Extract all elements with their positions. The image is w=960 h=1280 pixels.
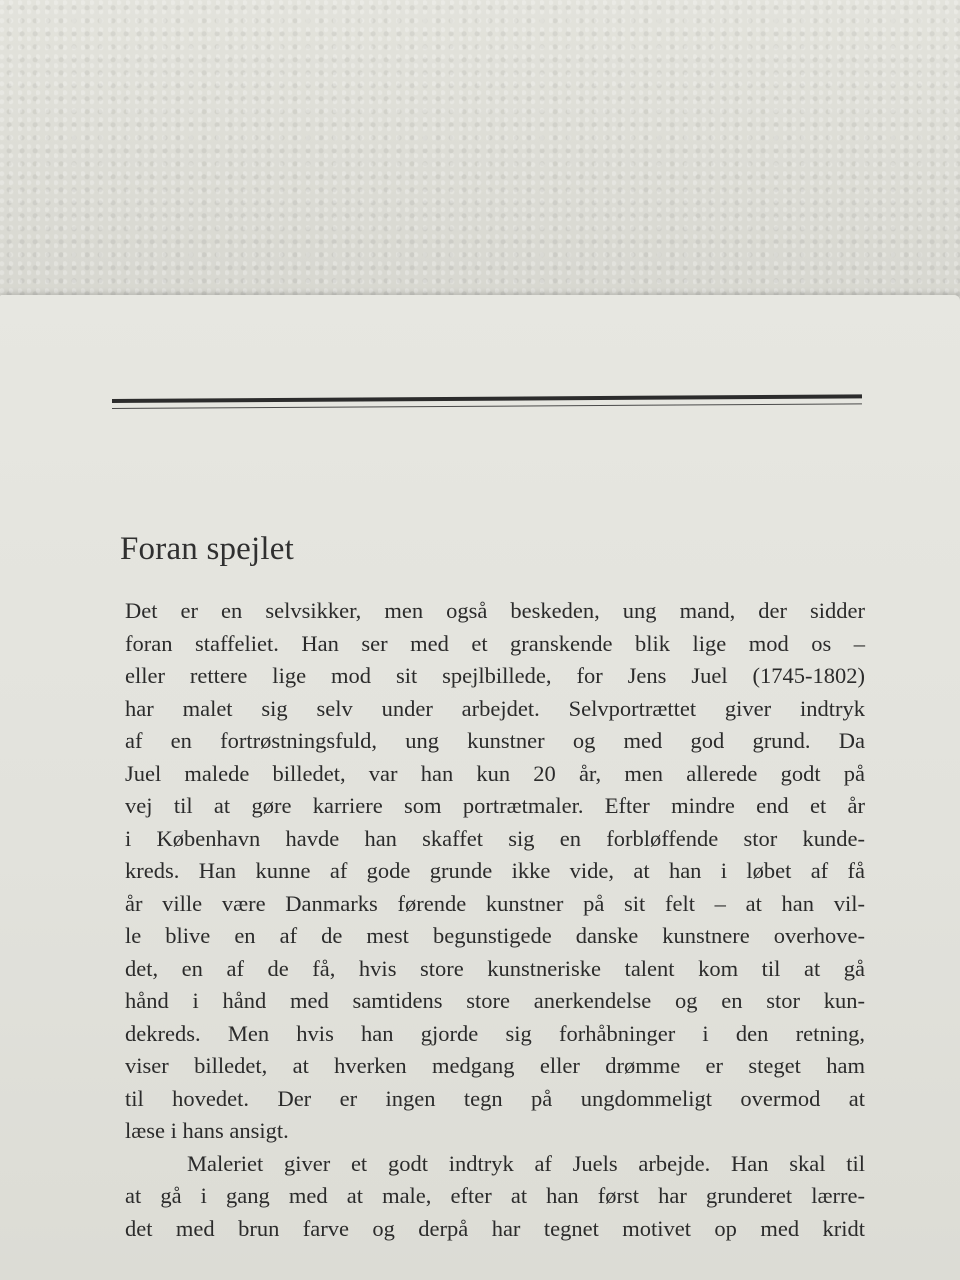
text-line: det, en af de få, hvis store kunstneriske talent kom til at gå (125, 955, 865, 981)
text-line: le blive en af de mest begunstigede danske kunstnere overhove- (125, 923, 865, 948)
text-line: til hovedet. Der er ingen tegn på ungdommeligt overmod at (125, 1085, 865, 1111)
book-page (0, 295, 960, 1280)
text-line: hånd i hånd med samtidens store anerkendelse og en stor kun- (125, 988, 865, 1013)
text-line: Juel malede billedet, var han kun 20 år, men allerede godt på (125, 760, 865, 786)
header-rule-thick (112, 394, 862, 403)
text-line: det med brun farve og derpå har tegnet motivet op med kridt (125, 1215, 865, 1241)
text-line: har malet sig selv under arbejdet. Selvportrættet giver indtryk (125, 695, 865, 721)
chapter-heading: Foran spejlet (120, 531, 294, 567)
text-line: år ville være Danmarks førende kunstner på sit felt – at han vil- (125, 890, 865, 916)
body-text (125, 595, 865, 1245)
text-line: at gå i gang med at male, efter at han først har grunderet lærre- (125, 1183, 865, 1208)
text-line: i København havde han skaffet sig en forbløffende stor kunde- (125, 825, 865, 851)
text-line: kreds. Han kunne af gode grunde ikke vide, at han i løbet af få (125, 858, 865, 883)
text-line: eller rettere lige mod sit spejlbillede, for Jens Juel (1745-1802) (125, 663, 865, 688)
text-line: foran staffeliet. Han ser med et granskende blik lige mod os – (125, 630, 865, 656)
wall-background (0, 0, 960, 300)
text-line: dekreds. Men hvis han gjorde sig forhåbninger i den retning, (125, 1020, 865, 1046)
text-line: vej til at gøre karriere som portrætmaler. Efter mindre end et år (125, 793, 865, 818)
text-line: Det er en selvsikker, men også beskeden, ung mand, der sidder (125, 598, 865, 623)
text-line: Maleriet giver et godt indtryk af Juels arbejde. Han skal til (187, 1150, 865, 1176)
text-line: læse i hans ansigt. (125, 1118, 289, 1143)
text-line: viser billedet, at hverken medgang eller drømme er steget ham (125, 1053, 865, 1078)
header-rule-thin (112, 403, 862, 409)
text-line: af en fortrøstningsfuld, ung kunstner og med god grund. Da (125, 728, 865, 753)
